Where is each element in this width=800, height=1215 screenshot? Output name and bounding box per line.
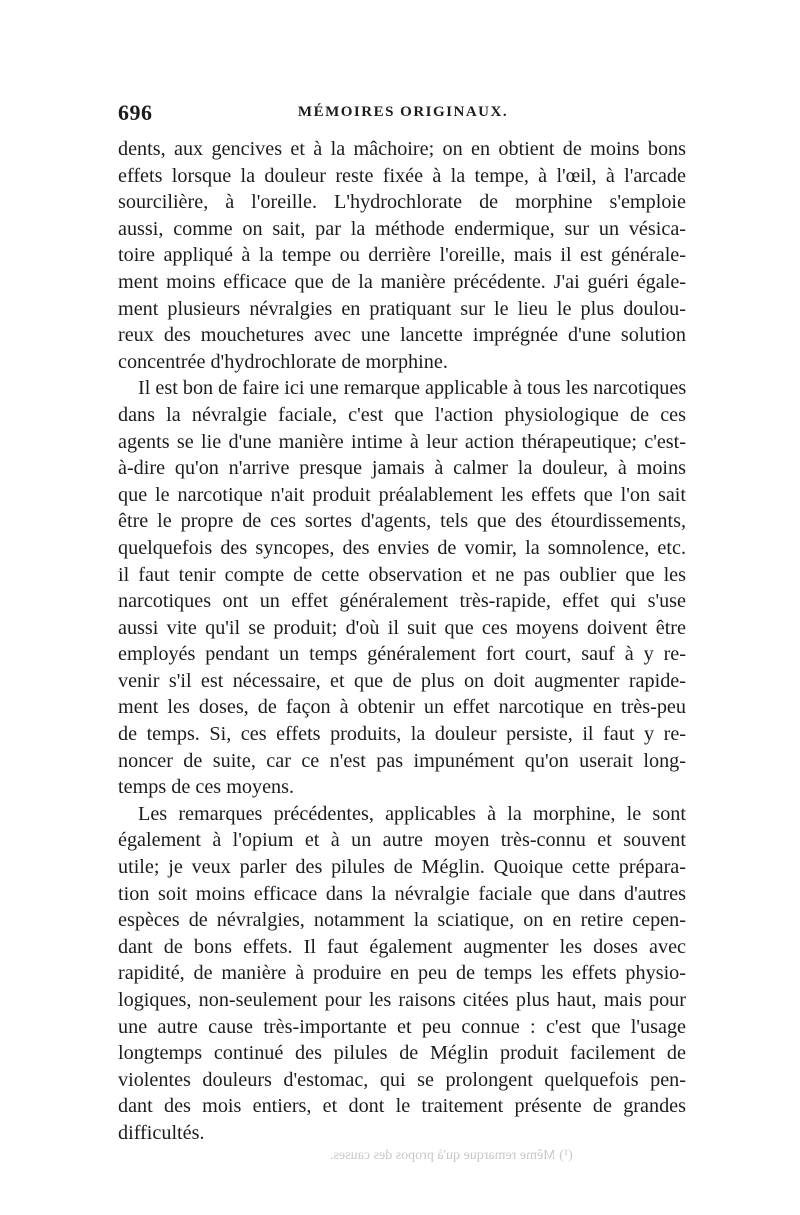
text-line: que le narcotique n'ait produit préalablement les effets que l'on sait: [118, 483, 686, 506]
text-line: ment plusieurs névralgies en pratiquant sur le lieu le plus doulou-: [118, 297, 686, 320]
text-line: dant de bons effets. Il faut également augmenter les doses avec: [118, 935, 686, 958]
text-line: logiques, non-seulement pour les raisons citées plus haut, mais pour: [118, 989, 686, 1011]
text-line: être le propre de ces sortes d'agents, tels que des étourdissements,: [118, 510, 686, 533]
text-line: également à l'opium et à un autre moyen très-connu et souvent: [118, 829, 686, 852]
text-line: une autre cause très-importante et peu connue : c'est que l'usage: [118, 1015, 686, 1038]
text-line: il faut tenir compte de cette observation et ne pas oublier que les: [118, 563, 686, 586]
text-line: employés pendant un temps généralement fort court, sauf à y re-: [118, 643, 686, 666]
text-line: concentrée d'hydrochlorate de morphine.: [118, 350, 448, 373]
text-line: quelquefois des syncopes, des envies de vomir, la somnolence, etc.: [118, 536, 686, 559]
running-head: MÉMOIRES ORIGINAUX.: [297, 104, 509, 120]
text-line: longtemps continué des pilules de Méglin produit facilement de: [118, 1042, 686, 1065]
text-line: dents, aux gencives et à la mâchoire; on en obtient de moins bons: [118, 138, 686, 160]
text-line: narcotiques ont un effet généralement très-rapide, effet qui s'use: [118, 590, 686, 613]
paragraph: [118, 801, 686, 1147]
text-line: Les remarques précédentes, applicables à la morphine, le sont: [138, 802, 686, 825]
text-line: toire appliqué à la tempe ou derrière l'oreille, mais il est générale-: [118, 244, 686, 267]
text-line: aussi vite qu'il se produit; d'où il suit que ces moyens doivent être: [118, 616, 686, 639]
text-line: temps de ces moyens.: [118, 776, 295, 799]
text-line: Il est bon de faire ici une remarque applicable à tous les narcotiques: [138, 377, 687, 400]
text-line: venir s'il est nécessaire, et que de plus on doit augmenter rapide-: [118, 669, 686, 692]
bleed-through-text: (¹) Même remarque qu'à propos des causes.: [330, 1148, 573, 1163]
text-line: difficultés.: [118, 1121, 205, 1144]
text-line: utile; je veux parler des pilules de Méglin. Quoique cette prépara-: [118, 856, 686, 879]
text-line: ment les doses, de façon à obtenir un effet narcotique en très-peu: [118, 696, 686, 719]
text-line: de temps. Si, ces effets produits, la douleur persiste, il faut y re-: [118, 723, 686, 746]
page-header: [118, 100, 688, 130]
text-line: dans la névralgie faciale, c'est que l'action physiologique de ces: [118, 403, 686, 426]
text-line: violentes douleurs d'estomac, qui se prolongent quelquefois pen-: [118, 1068, 686, 1091]
text-line: à-dire qu'on n'arrive presque jamais à calmer la douleur, à moins: [118, 457, 686, 480]
text-line: agents se lie d'une manière intime à leur action thérapeutique; c'est-: [118, 430, 686, 453]
page-number: 696: [118, 100, 153, 125]
text-line: dant des mois entiers, et dont le traitement présente de grandes: [118, 1095, 686, 1118]
text-line: noncer de suite, car ce n'est pas impunément qu'on userait long-: [118, 749, 686, 772]
text-line: ment moins efficace que de la manière précédente. J'ai guéri égale-: [118, 270, 686, 293]
text-line: rapidité, de manière à produire en peu de temps les effets physio-: [118, 962, 686, 985]
paragraph: [118, 375, 686, 801]
text-line: sourcilière, à l'oreille. L'hydrochlorate de morphine s'emploie: [118, 191, 686, 214]
text-line: reux des mouchetures avec une lancette imprégnée d'une solution: [118, 324, 686, 347]
paragraph: [118, 136, 686, 375]
text-line: aussi, comme on sait, par la méthode endermique, sur un vésica-: [118, 217, 686, 240]
body-text: [118, 136, 686, 1147]
text-line: tion soit moins efficace dans la névralgie faciale que dans d'autres: [118, 882, 686, 905]
text-line: espèces de névralgies, notamment la sciatique, on en retire cepen-: [118, 909, 686, 932]
text-line: effets lorsque la douleur reste fixée à la tempe, à l'œil, à l'arcade: [118, 164, 686, 187]
